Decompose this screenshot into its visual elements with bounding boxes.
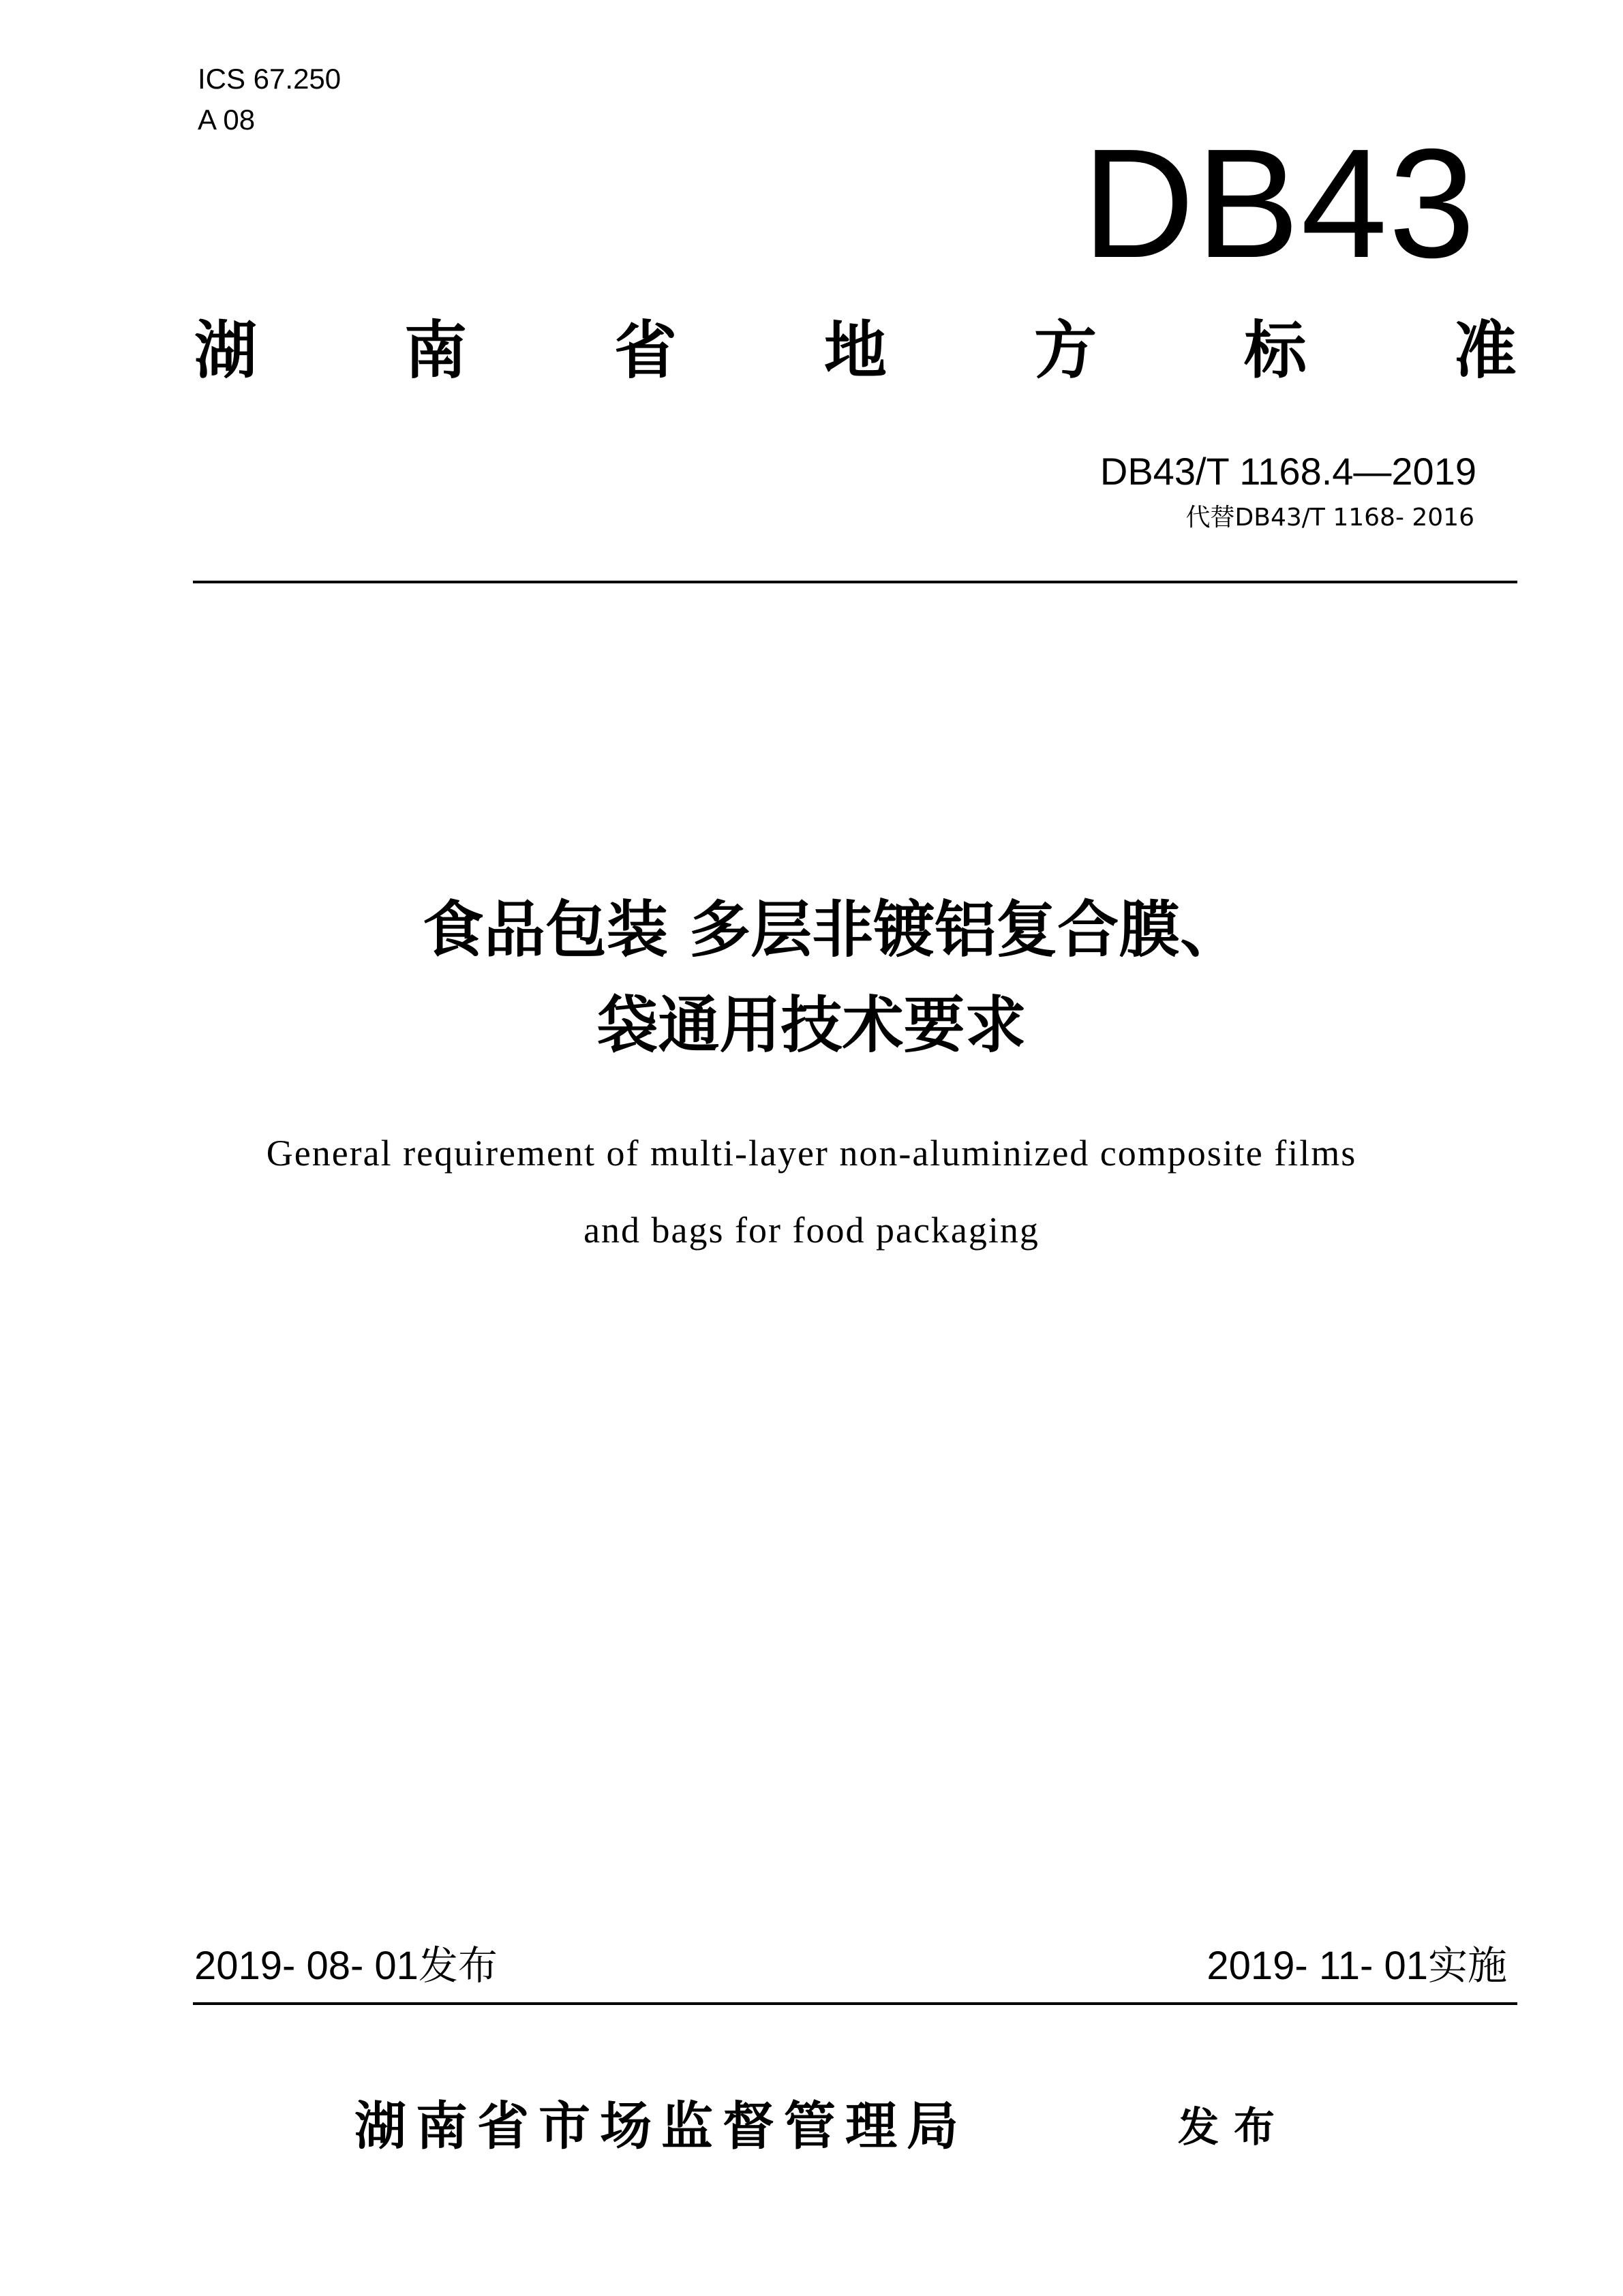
implementation-date: 2019- 11- 01实施 <box>1207 1944 1507 1988</box>
standard-type-char: 方 <box>1033 314 1097 387</box>
standard-type-char: 标 <box>1243 314 1307 387</box>
title-english-line-2: and bags for food packaging <box>583 1210 1040 1251</box>
title-chinese-line-1: 食品包装 多层非镀铝复合膜、 <box>422 894 1242 966</box>
standard-type-heading <box>194 313 1517 388</box>
standard-type-char: 南 <box>404 314 467 387</box>
replaces-standard: 代替DB43/T 1168- 2016 <box>1185 504 1474 532</box>
ics-code: ICS 67.250 <box>198 63 342 95</box>
standard-type-char: 省 <box>613 314 677 387</box>
standard-type-char: 准 <box>1453 314 1517 387</box>
publish-date: 2019- 08- 01发布 <box>194 1944 498 1988</box>
bottom-divider <box>193 2002 1517 2005</box>
title-english-line-1: General requirement of multi-layer non-aluminized composite films <box>266 1133 1357 1174</box>
ccs-code: A 08 <box>198 104 256 136</box>
issued-label: 发布 <box>1178 2104 1290 2152</box>
top-divider <box>193 581 1517 583</box>
issuing-authority: 湖南省市场监督管理局 <box>354 2096 968 2156</box>
db-logo: DB43 <box>1082 117 1476 290</box>
standard-number: DB43/T 1168.4—2019 <box>1099 450 1476 493</box>
standard-type-char: 地 <box>823 314 887 387</box>
standard-type-char: 湖 <box>194 314 258 387</box>
title-chinese-line-2: 袋通用技术要求 <box>596 990 1027 1061</box>
